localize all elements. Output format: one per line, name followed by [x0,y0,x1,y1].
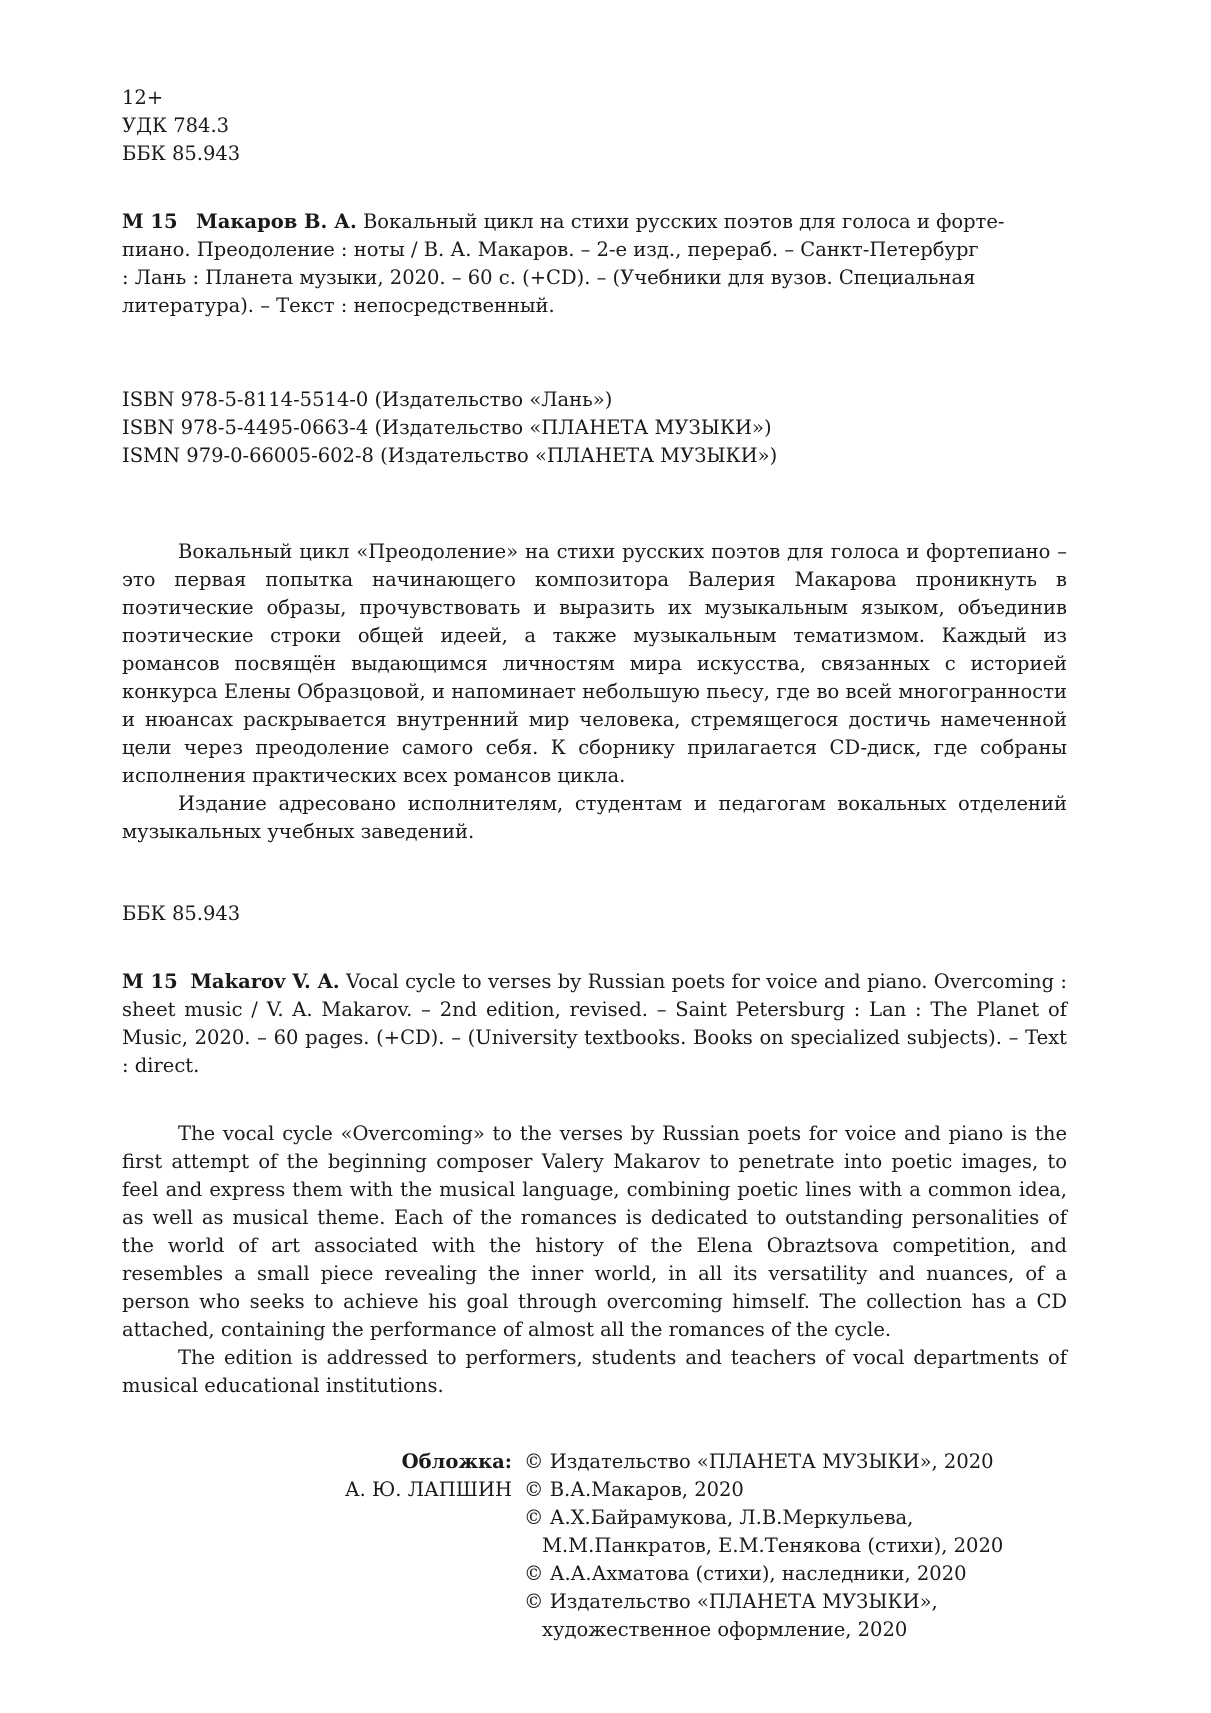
bibliographic-record-en [122,968,1067,1080]
bbk-code-secondary: ББК 85.943 [122,902,241,925]
classification-codes [122,84,1067,168]
bbk-code: ББК 85.943 [122,142,241,165]
cover-credit [122,1448,512,1644]
bib-en-author: Makarov V. A. [190,970,340,993]
copyright-list [524,1448,1069,1644]
imprint-page [122,84,1067,1644]
bibliographic-record-ru [122,208,1067,320]
copyright-design: © Издательство «ПЛАНЕТА МУЗЫКИ», [524,1590,938,1613]
isbn-lan: ISBN 978-5-8114-5514-0 (Издательство «Лань») [122,388,613,411]
annotation-ru-paragraph-1: Вокальный цикл «Преодоление» на стихи русских поэтов для голоса и фортепиано – это первая попытка начинающего композитора Валерия Макарова проникнуть в поэтические образы, прочувствовать и выразить их музыкальным языком, объединив поэтические строки общей идеей, а также музыкальным тематизмом. Каждый из романсов посвящён выдающимся личностям мира искусства, связанных с историей конкурса Елены Образцовой, и напоминает небольшую пьесу, где во всей многогранности и нюансах раскрывается внутренний мир человека, стремящегося достичь намеченной цели через преодоление самого себя. К сборнику прилагается CD-диск, где собраны исполнения практических всех романсов цикла. [122,540,1067,787]
bib-ru-code: М 15 [122,210,178,233]
isbn-planet-music: ISBN 978-5-4495-0663-4 (Издательство «ПЛАНЕТА МУЗЫКИ») [122,416,772,439]
cover-label: Обложка: [401,1450,512,1473]
annotation-en-paragraph-2: The edition is addressed to performers, students and teachers of vocal departments of musical educational institutions. [122,1346,1067,1397]
age-rating: 12+ [122,86,164,109]
annotation-en-paragraph-1: The vocal cycle «Overcoming» to the verses by Russian poets for voice and piano is the first attempt of the beginning composer Valery Makarov to penetrate into poetic images, to feel and express them with the musical language, combining poetic lines with a common idea, as well as musical theme. Each of the romances is dedicated to outstanding personalities of the world of art associated with the history of the Elena Obraztsova competition, and resembles a small piece revealing the inner world, in all its versatility and nuances, of a person who seeks to achieve his goal through overcoming himself. The collection has a CD attached, containing the performance of almost all the romances of the cycle. [122,1122,1067,1341]
bib-ru-line-3: : Лань : Планета музыки, 2020. – 60 с. (+CD). – (Учебники для вузов. Специальная [122,266,976,289]
udk-code: УДК 784.3 [122,114,230,137]
copyright-akhmatova: © А.А.Ахматова (стихи), наследники, 2020 [524,1562,967,1585]
cover-designer: А. Ю. ЛАПШИН [344,1478,512,1501]
bib-ru-author: Макаров В. А. [196,210,357,233]
bib-ru-line-1: Вокальный цикл на стихи русских поэтов для голоса и форте- [356,210,1005,233]
bib-en-code: М 15 [122,970,178,993]
copyright-poets: © А.Х.Байрамукова, Л.В.Меркульева, [524,1506,914,1529]
bib-ru-line-2: пиано. Преодоление : ноты / В. А. Макаров. – 2-е изд., перераб. – Санкт-Петербург [122,238,979,261]
ismn-planet-music: ISMN 979-0-66005-602-8 (Издательство «ПЛАНЕТА МУЗЫКИ») [122,444,778,467]
copyright-design-cont: художественное оформление, 2020 [542,1618,908,1641]
annotation-en [122,1120,1067,1400]
annotation-ru [122,538,1067,846]
copyright-author: © В.А.Макаров, 2020 [524,1478,744,1501]
bib-en-text: Vocal cycle to verses by Russian poets for voice and piano. Overcoming : sheet music / V. A. Makarov. – 2nd edition, revised. – Saint Petersburg : Lan : The Planet of Music, 2020. – 60 pages. (+CD). – (University textbooks. Books on specialized subjects). – Text : direct. [122,970,1067,1077]
copyright-publisher: © Издательство «ПЛАНЕТА МУЗЫКИ», 2020 [524,1450,994,1473]
copyright-poets-cont: М.М.Панкратов, Е.М.Тенякова (стихи), 2020 [542,1534,1004,1557]
isbn-list [122,386,1067,470]
bib-ru-line-4: литература). – Текст : непосредственный. [122,294,555,317]
copyright-block [122,1448,1067,1644]
annotation-ru-paragraph-2: Издание адресовано исполнителям, студентам и педагогам вокальных отделений музыкальных учебных заведений. [122,792,1067,843]
